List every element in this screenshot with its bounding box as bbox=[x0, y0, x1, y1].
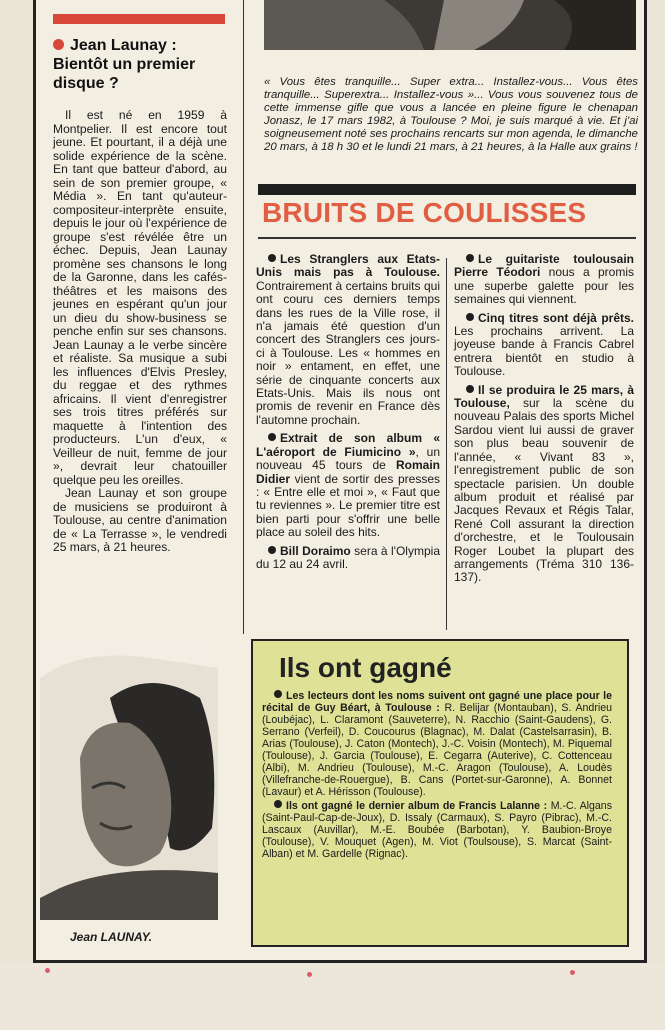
winners-title: Ils ont gagné bbox=[279, 652, 452, 683]
decorative-dot bbox=[307, 972, 312, 977]
launay-body bbox=[53, 109, 227, 555]
bullet-icon bbox=[268, 546, 276, 554]
bullet-icon bbox=[274, 690, 282, 698]
page-margin bbox=[0, 963, 665, 1030]
decorative-dot bbox=[570, 970, 575, 975]
cabrel-item: Cinq titres sont déjà prêts. Les prochains arrivent. La joyeuse bande à Francis Cabrel entrera bientôt en studio à Toulouse. bbox=[454, 310, 634, 379]
top-photo-image bbox=[264, 0, 636, 50]
launay-paragraph-2: Jean Launay et son groupe de musiciens se produiront à Toulouse, au centre d'animation de « La Terrasse », le vendredi 25 mars, à 21 heures. bbox=[53, 486, 227, 554]
right-column bbox=[454, 253, 634, 590]
sardou-item: Il se produira le 25 mars, à Toulouse, sur la scène du nouveau Palais des sports Michel Sardou vient lui aussi de graver son plus beau souvenir de l'année, « Vivant 83 », l'enregistrement public de son spectacle parisien. Un double album produit et réalisé par Jacques Revaux et Régis Talar, René Coll assurant la direction d'orchestre, et le Toulousain Roger Loubet la plupart des arrangements (Tréma 310 136-137). bbox=[454, 382, 634, 585]
bullet-icon bbox=[53, 39, 64, 50]
beart-winners: Les lecteurs dont les noms suivent ont gagné une place pour le récital de Guy Béart, à Toulouse : R. Belijar (Montauban), S. Andrieu (Loubéjac), L. Claramont (Sauveterre), N. Racchio (Saint-Gaudens), G. Serrano (Verfeil), D. Coucourus (Blagnac), M. Dalat (Castelsarrasin), B. Arias (Toulouse), J. Caton (Montech), J.-C. Voisin (Montech), M. Piquemal (Toulouse), J. Garcia (Toulouse), E. Cegarra (Auterive), C. Cottenceau (Albi), M. Andrieu (Toulouse), M.-C. Aragon (Toulouse), A. Loudès (Villefranche-de-Rouergue), B. Cans (Portet-sur-Garonne), A. Bonnet (Lavaur) et A. Hérisson (Toulouse). bbox=[262, 690, 612, 798]
jonasz-quote: « Vous êtes tranquille... Super extra... Installez-vous... Vous êtes tranquille... Superextra... Installez-vous »... Vous vous souvenez tous de cette immense gifle que vous a lancée en pleine figure le chenapan Jonasz, le 17 mars 1982, à Toulouse ? Moi, je suis marqué à vie. Et j'ai soigneusement noté ses prochains rencarts sur mon agenda, le dimanche 20 mars, à 18 h 30 et le lundi 21 mars, à 21 heures, à la Halle aux grains ! bbox=[264, 76, 638, 153]
portrait-image bbox=[40, 638, 218, 920]
bullet-icon bbox=[268, 433, 276, 441]
bullet-icon bbox=[466, 313, 474, 321]
launay-photo bbox=[40, 638, 218, 920]
section-bar-dark bbox=[258, 184, 636, 195]
didier-item: Extrait de son album « L'aéroport de Fiumicino », un nouveau 45 tours de Romain Didier vient de sortir des presses : « Entre elle et moi », « Faut que tu reviennes ». Le premier titre est bien parti pour s'offrir une belle place au soleil des hits. bbox=[256, 431, 441, 540]
section-bar bbox=[53, 14, 225, 24]
winners-list bbox=[262, 690, 612, 860]
section-title: BRUITS DE COULISSES bbox=[262, 197, 587, 228]
stranglers-item: Les Stranglers aux Etats-Unis mais pas à Toulouse. Contrairement à certains bruits qui ont couru ces derniers temps dans les rues de la Ville rose, il n'a jamais été question d'un concert des Stranglers ces jours-ci à Toulouse. Les « hommes en noir » entament, en effet, une série de cinquante concerts aux Etats-Unis. Mais ils nous ont promis de revenir en France dès l'automne prochain. bbox=[256, 252, 440, 427]
middle-column bbox=[256, 253, 440, 576]
launay-article bbox=[53, 36, 227, 555]
column-rule bbox=[243, 0, 244, 634]
decorative-dot bbox=[45, 968, 50, 973]
top-photo bbox=[264, 0, 636, 50]
launay-paragraph-1: Il est né en 1959 à Montpelier. Il est encore tout jeune. Et pourtant, il a déjà une solide expérience de la scène. En tant que batteur d'abord, au sein de son premier groupe, « Média ». En tant qu'auteur-compositeur-interprète ensuite, depuis le jour où l'expérience de groupe s'est révélée être un échec. Depuis, Jean Launay promène ses chansons le long de la Garonne, dans les cafés-théâtres et les maisons des jeunes en espérant qu'un jour un dieu du show-business se penche enfin sur ses chansons. Jean Launay a le verbe sincère et réaliste. Sa musique a subi les influences d'Elvis Presley, du reggae et des rythmes africains. Il vient d'enregistrer ses trois titres préférés sur maquette à l'intention des producteurs. L'un d'eux, « Veilleur de nuit, femme de jour », devrait leur chatouiller quelque peu les oreilles. bbox=[53, 108, 227, 487]
doraimo-item: Bill Doraimo sera à l'Olympia du 12 au 24 avril. bbox=[256, 543, 440, 571]
teodori-item: Le guitariste toulousain Pierre Téodori nous a promis une superbe galette pour les semaines qui viennent. bbox=[454, 252, 634, 307]
bullet-icon bbox=[466, 385, 474, 393]
launay-headline: Jean Launay : Bientôt un premier disque ? bbox=[53, 37, 196, 92]
bullet-icon bbox=[466, 254, 474, 262]
section-rule bbox=[258, 237, 636, 239]
lalanne-winners: Ils ont gagné le dernier album de Francis Lalanne : M.-C. Algans (Saint-Paul-Cap-de-Joux), D. Issaly (Carmaux), S. Payro (Pibrac), M.-C. Lascaux (Auvillar), M.-E. Boubée (Barbotan), Y. Baubion-Broye (Toulouse), V. Mouquet (Agen), M. Viot (Toulsouse), S. Marcat (Saint-Alban) et M. Gardelle (Rignac). bbox=[262, 800, 612, 860]
column-rule bbox=[446, 258, 447, 630]
bullet-icon bbox=[268, 254, 276, 262]
bullet-icon bbox=[274, 800, 282, 808]
photo-caption: Jean LAUNAY. bbox=[70, 930, 153, 944]
